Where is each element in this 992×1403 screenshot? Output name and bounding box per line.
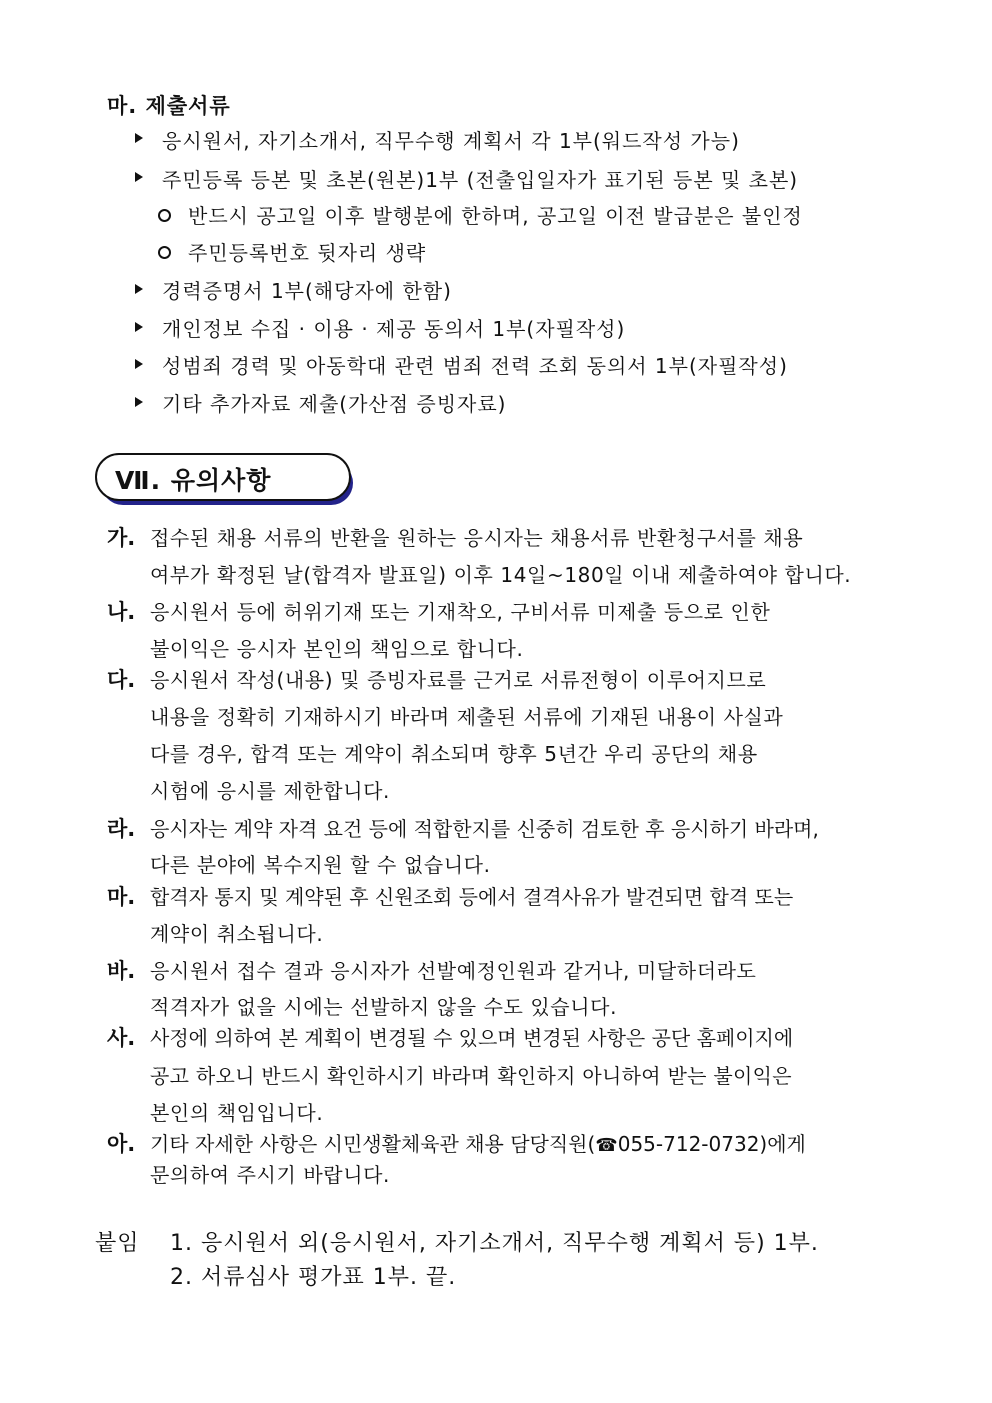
submission-item: 경력증명서 1부(해당자에 한함) [162, 279, 452, 303]
note-line: 응시원서 작성(내용) 및 증빙자료를 근거로 서류전형이 이루어지므로 [150, 668, 767, 692]
note-line: 불이익은 응시자 본인의 책임으로 합니다. [150, 637, 524, 661]
note-key: 라. [107, 817, 136, 841]
section-heading-box [95, 453, 351, 501]
note-line-with-phone [150, 1128, 806, 1157]
note-key: 나. [107, 600, 136, 624]
note-key: 마. [107, 885, 136, 909]
note-line: 본인의 책임입니다. [150, 1101, 324, 1125]
submission-heading: 마. 제출서류 [107, 94, 231, 118]
note-line: 응시자는 계약 자격 요건 등에 적합한지를 신중히 검토한 후 응시하기 바라며, [150, 817, 819, 841]
note-line: 계약이 취소됩니다. [150, 922, 324, 946]
submission-item: 성범죄 경력 및 아동학대 관련 범죄 전력 조회 동의서 1부(자필작성) [162, 354, 788, 378]
note-line: 응시원서 등에 허위기재 또는 기재착오, 구비서류 미제출 등으로 인한 [150, 600, 771, 624]
submission-item: 응시원서, 자기소개서, 직무수행 계획서 각 1부(워드작성 가능) [162, 129, 740, 153]
note-line: 문의하여 주시기 바랍니다. [150, 1163, 390, 1187]
note-line: 접수된 채용 서류의 반환을 원하는 응시자는 채용서류 반환청구서를 채용 [150, 526, 804, 550]
note-line: 합격자 통지 및 계약된 후 신원조회 등에서 결격사유가 발견되면 합격 또는 [150, 885, 794, 909]
attachment-item: 1. 응시원서 외(응시원서, 자기소개서, 직무수행 계획서 등) 1부. [170, 1231, 819, 1256]
phone-number: 055-712-0732)에게 [617, 1132, 806, 1156]
bullet-triangle-icon [135, 397, 143, 407]
note-line: 다른 분야에 복수지원 할 수 없습니다. [150, 853, 491, 877]
bullet-triangle-icon [135, 284, 143, 294]
note-key: 바. [107, 959, 136, 983]
note-line: 공고 하오니 반드시 확인하시기 바라며 확인하지 아니하여 받는 불이익은 [150, 1064, 792, 1088]
bullet-circle-icon [158, 209, 171, 222]
bullet-triangle-icon [135, 172, 143, 182]
attachments-label: 붙임 [95, 1231, 140, 1256]
note-line: 적격자가 없을 시에는 선발하지 않을 수도 있습니다. [150, 995, 618, 1019]
submission-subitem: 주민등록번호 뒷자리 생략 [188, 241, 427, 265]
bullet-triangle-icon [135, 359, 143, 369]
submission-subitem: 반드시 공고일 이후 발행분에 한하며, 공고일 이전 발급분은 불인정 [188, 204, 803, 228]
attachment-item: 2. 서류심사 평가표 1부. 끝. [170, 1265, 457, 1290]
submission-item: 개인정보 수집 · 이용 · 제공 동의서 1부(자필작성) [162, 317, 626, 341]
note-line: 다를 경우, 합격 또는 계약이 취소되며 향후 5년간 우리 공단의 채용 [150, 742, 758, 766]
section-title: Ⅶ. 유의사항 [115, 466, 272, 495]
note-line: 내용을 정확히 기재하시기 바라며 제출된 서류에 기재된 내용이 사실과 [150, 705, 784, 729]
note-line: 사정에 의하여 본 계획이 변경될 수 있으며 변경된 사항은 공단 홈페이지에 [150, 1026, 794, 1050]
phone-icon: ☎ [595, 1135, 618, 1156]
submission-item: 기타 추가자료 제출(가산점 증빙자료) [162, 392, 507, 416]
note-line: 응시원서 접수 결과 응시자가 선발예정인원과 같거나, 미달하더라도 [150, 959, 757, 983]
submission-item: 주민등록 등본 및 초본(원본)1부 (전출입일자가 표기된 등본 및 초본) [162, 168, 799, 192]
note-line: 여부가 확정된 날(합격자 발표일) 이후 14일~180일 이내 제출하여야 합니다. [150, 563, 852, 587]
bullet-triangle-icon [135, 133, 143, 143]
bullet-triangle-icon [135, 322, 143, 332]
note-text: 기타 자세한 사항은 시민생활체육관 채용 담당직원( [150, 1132, 596, 1156]
note-key: 사. [107, 1026, 136, 1050]
note-key: 아. [107, 1132, 136, 1156]
note-key: 가. [107, 526, 136, 550]
bullet-circle-icon [158, 246, 171, 259]
note-key: 다. [107, 668, 136, 692]
note-line: 시험에 응시를 제한합니다. [150, 779, 390, 803]
